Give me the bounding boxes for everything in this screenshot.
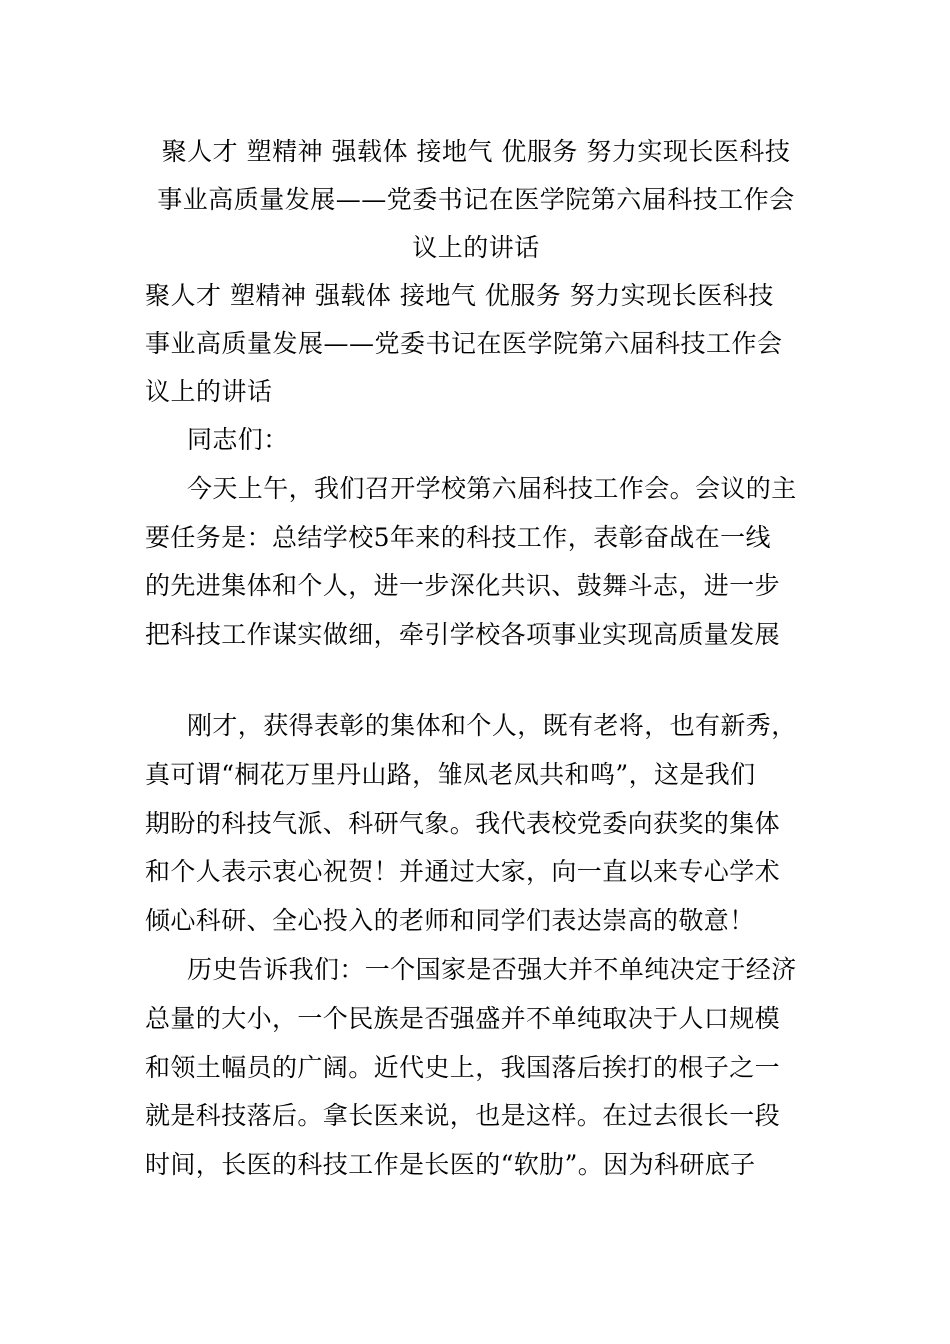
salutation <box>145 416 807 465</box>
paragraph-line: 真可谓“桐花万里丹山路，雏凤老凤共和鸣”，这是我们 <box>145 759 756 789</box>
paragraph-line: 要任务是：总结学校5年来的科技工作，表彰奋战在一线 <box>145 522 771 552</box>
document-subtitle <box>145 272 807 416</box>
paragraph-line: 总量的大小，一个民族是否强盛并不单纯取决于人口规模 <box>145 1003 781 1033</box>
subtitle-line: 议上的讲话 <box>145 377 273 406</box>
paragraph-line: 历史告诉我们：一个国家是否强大并不单纯决定于经济 <box>187 954 797 984</box>
paragraph-line: 把科技工作谋实做细，牵引学校各项事业实现高质量发展 <box>145 620 781 650</box>
paragraph-line: 今天上午，我们召开学校第六届科技工作会。会议的主 <box>187 473 797 503</box>
paragraph-2 <box>145 702 807 946</box>
paragraph-line: 就是科技落后。拿长医来说，也是这样。在过去很长一段 <box>145 1101 781 1131</box>
paragraph-line: 和个人表示衷心祝贺！并通过大家，向一直以来专心学术 <box>145 857 781 887</box>
salutation-text: 同志们： <box>187 425 289 454</box>
paragraph-line: 的先进集体和个人，进一步深化共识、鼓舞斗志，进一步 <box>145 571 781 601</box>
paragraph-line: 时间，长医的科技工作是长医的“软肋”。因为科研底子 <box>145 1150 756 1180</box>
subtitle-line: 事业高质量发展——党委书记在医学院第六届科技工作会 <box>145 329 783 358</box>
document-page <box>145 128 807 1190</box>
title-line: 事业高质量发展——党委书记在医学院第六届科技工作会 <box>157 185 795 214</box>
paragraph-line: 和领土幅员的广阔。近代史上，我国落后挨打的根子之一 <box>145 1052 781 1082</box>
paragraph-1 <box>145 465 807 660</box>
paragraph-line: 期盼的科技气派、科研气象。我代表校党委向获奖的集体 <box>145 808 781 838</box>
title-line: 议上的讲话 <box>412 233 540 262</box>
paragraph-gap <box>145 660 807 702</box>
title-line: 聚人才 塑精神 强载体 接地气 优服务 努力实现长医科技 <box>161 137 791 166</box>
paragraph-3 <box>145 946 807 1190</box>
document-title <box>145 128 807 272</box>
paragraph-line: 刚才，获得表彰的集体和个人，既有老将，也有新秀， <box>187 710 797 740</box>
subtitle-line: 聚人才 塑精神 强载体 接地气 优服务 努力实现长医科技 <box>145 281 774 310</box>
paragraph-line: 倾心科研、全心投入的老师和同学们表达崇高的敬意！ <box>145 906 755 936</box>
